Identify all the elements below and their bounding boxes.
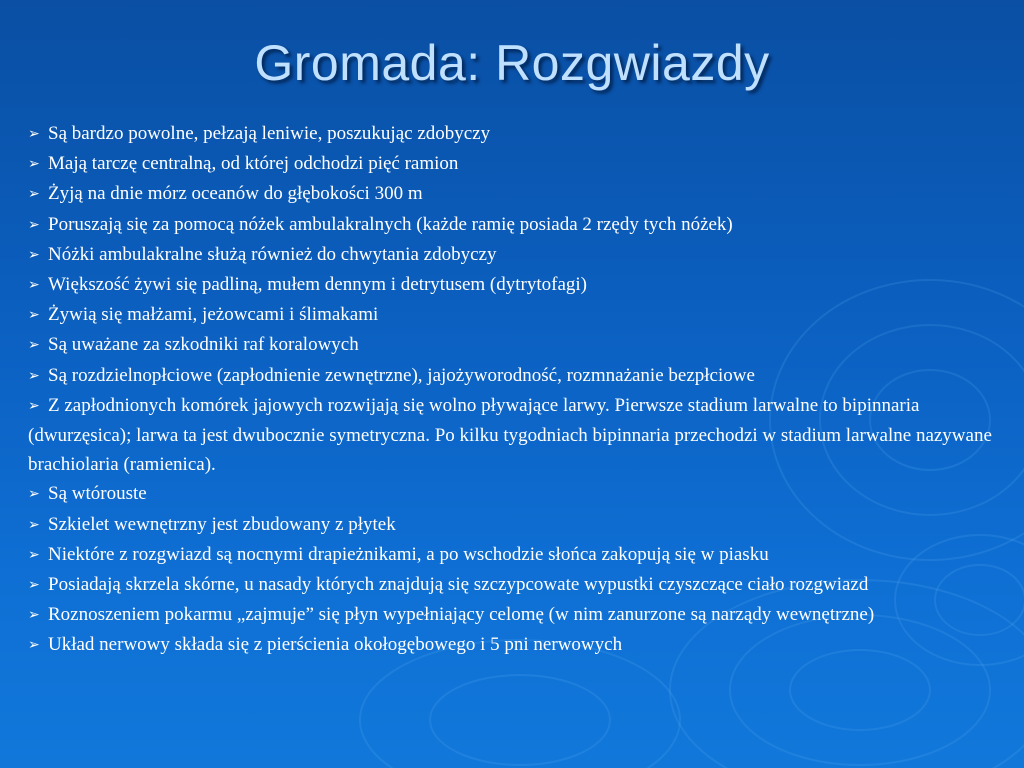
bullet-item bbox=[28, 149, 1003, 179]
bullet-item bbox=[28, 630, 1003, 660]
bullet-text: Żywią się małżami, jeżowcami i ślimakami bbox=[48, 304, 379, 326]
bullet-item bbox=[28, 240, 1003, 270]
bullet-item bbox=[28, 210, 1003, 240]
bullet-text: Poruszają się za pomocą nóżek ambulakralnych (każde ramię posiada 2 rzędy tych nóżek) bbox=[48, 213, 733, 235]
bullet-arrow-icon: ➢ bbox=[28, 187, 40, 203]
bullet-item bbox=[28, 540, 1003, 570]
bullet-item bbox=[28, 300, 1003, 330]
bullet-item bbox=[28, 179, 1003, 209]
bullet-text: Z zapłodnionych komórek jajowych rozwijają się wolno pływające larwy. Pierwsze stadium larwalne to bipinnaria (dwurzęsica); larwa ta jest dwubocznie symetryczna. Po kilku tygodniach bipinnaria przechodzi w stadium larwalne nazywane brachiolaria (ramienica). bbox=[28, 394, 992, 476]
slide-title: Gromada: Rozgwiazdy bbox=[254, 35, 770, 91]
bullet-text: Żyją na dnie mórz oceanów do głębokości 300 m bbox=[48, 183, 423, 205]
bullet-arrow-icon: ➢ bbox=[28, 247, 40, 263]
bullet-arrow-icon: ➢ bbox=[28, 368, 40, 384]
bullet-arrow-icon: ➢ bbox=[28, 487, 40, 503]
bullet-item bbox=[28, 570, 1003, 600]
bullet-item bbox=[28, 119, 1003, 149]
bullet-list bbox=[28, 119, 1003, 661]
bullet-arrow-icon: ➢ bbox=[28, 638, 40, 654]
bullet-text: Posiadają skrzela skórne, u nasady których znajdują się szczypcowate wypustki czyszczące ciało rozgwiazd bbox=[48, 574, 869, 596]
bullet-arrow-icon: ➢ bbox=[28, 398, 40, 414]
bullet-arrow-icon: ➢ bbox=[28, 157, 40, 173]
bullet-arrow-icon: ➢ bbox=[28, 308, 40, 324]
bullet-item bbox=[28, 479, 1003, 509]
bullet-text: Nóżki ambulakralne służą również do chwytania zdobyczy bbox=[48, 243, 497, 265]
bullet-text: Szkielet wewnętrzny jest zbudowany z płytek bbox=[48, 513, 396, 535]
bullet-item bbox=[28, 391, 1003, 480]
bullet-item bbox=[28, 600, 1003, 630]
bullet-item bbox=[28, 361, 1003, 391]
bullet-arrow-icon: ➢ bbox=[28, 338, 40, 354]
bullet-text: Większość żywi się padliną, mułem dennym i detrytusem (dytrytofagi) bbox=[48, 274, 588, 296]
bullet-text: Mają tarczę centralną, od której odchodzi pięć ramion bbox=[48, 153, 459, 175]
bullet-text: Układ nerwowy składa się z pierścienia okołogębowego i 5 pni nerwowych bbox=[48, 634, 623, 656]
bullet-arrow-icon: ➢ bbox=[28, 547, 40, 563]
bullet-text: Niektóre z rozgwiazd są nocnymi drapieżnikami, a po wschodzie słońca zakopują się w piasku bbox=[48, 543, 769, 565]
bullet-arrow-icon: ➢ bbox=[28, 517, 40, 533]
bullet-text: Są uważane za szkodniki raf koralowych bbox=[48, 334, 359, 356]
bullet-arrow-icon: ➢ bbox=[28, 217, 40, 233]
bullet-item bbox=[28, 270, 1003, 300]
bullet-item bbox=[28, 510, 1003, 540]
bullet-text: Są rozdzielnopłciowe (zapłodnienie zewnętrzne), jajożyworodność, rozmnażanie bezpłciowe bbox=[48, 364, 755, 386]
bullet-arrow-icon: ➢ bbox=[28, 278, 40, 294]
bullet-text: Są wtórouste bbox=[48, 483, 147, 505]
bullet-arrow-icon: ➢ bbox=[28, 608, 40, 624]
bullet-text: Roznoszeniem pokarmu „zajmuje” się płyn wypełniający celomę (w nim zanurzone są narządy wewnętrzne) bbox=[48, 604, 875, 626]
bullet-arrow-icon: ➢ bbox=[28, 578, 40, 594]
bullet-arrow-icon: ➢ bbox=[28, 127, 40, 142]
bullet-text: Są bardzo powolne, pełzają leniwie, poszukując zdobyczy bbox=[48, 123, 491, 144]
bullet-item bbox=[28, 330, 1003, 360]
